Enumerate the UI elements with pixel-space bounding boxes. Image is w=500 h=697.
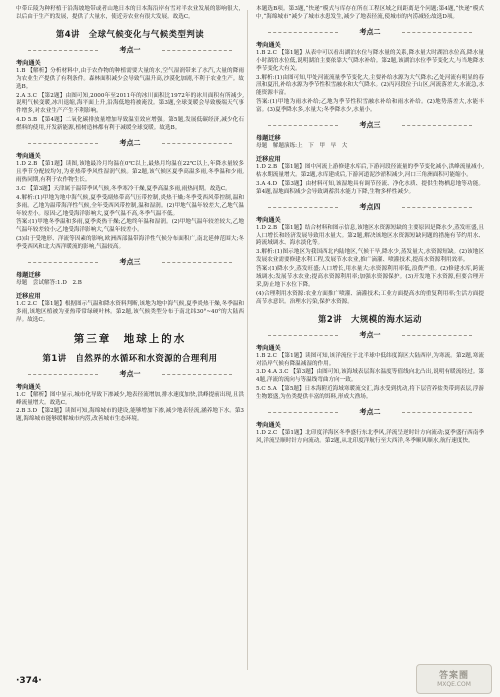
answer-paragraph: 5.C 5.A 【第5题】日本海附近海域寒暖流交汇,海水受到扰动,将下层营养盐类带到表层,浮游生物繁盛,为鱼类提供丰富的饵料,形成大渔场。 — [256, 386, 484, 401]
answer-paragraph: 1.D 2.B 【第1题】读图,该地最冷月均温在0℃以上,最热月均温在22℃以上,年降水量较多且季节分配较均匀,为亚热带季风性湿润气候。第2题,该气候区夏季高温多雨,冬季温和少雨,雨热同期,有利于农作物生长。 — [16, 161, 244, 183]
section-heading: 考点三 — [256, 120, 484, 130]
sub-heading: 考向通关 — [16, 383, 41, 391]
section-heading: 考点四 — [256, 202, 484, 212]
left-column — [16, 6, 244, 425]
watermark-logo — [416, 664, 492, 694]
lesson-title: 第1讲 自然界的水循环和水资源的合理利用 — [42, 352, 218, 363]
sub-heading: 母题迁移 — [256, 135, 281, 143]
answer-paragraph: 1.B 【解析】分析材料中,由于农作物的种植需要大量的水,空气湿润带来了水汽,大量的降雨为农业生产提供了有利条件。森林面积减少会导致气温升高,沙漠化加剧,不利于农业生产。故选B。 — [16, 67, 244, 90]
answer-paragraph: 4.D 5.B 【第4题】二氧化碳排放量增加导致温室效应增强。第5题,发展低碳经济,减少化石燃料的使用,开发新能源,植树造林都有利于减缓全球变暖。故选B。 — [16, 117, 244, 132]
answer-paragraph: 1.D 2.B 【第1题】图中河流上游修建水库后,下游河段径流量的季节变化减小,洪峰流量减小,枯水期流量增大。第2题,水库建成后,下游河道泥沙淤积减少,河口三角洲面积可能缩小。 — [256, 163, 484, 178]
answer-paragraph: 答案:(1)甲地为雨水补给;乙地为季节性积雪融水补给和雨水补给。(2)地势落差大,水能丰富。(3)夏季降水多,水量大;冬季降水少,水量小。 — [256, 99, 484, 114]
sub-heading: 考向通关 — [256, 216, 281, 224]
sub-heading: 考向通关 — [256, 422, 281, 430]
answer-paragraph: 1.D 2.B 【第1题】结合材料和图示信息,该地区水资源短缺的主要原因是降水少,蒸发旺盛,且人口增长和经济发展导致用水量大。第2题,解决该地区水资源短缺问题的措施有节约用水、跨流域调水、海水淡化等。 — [256, 224, 484, 247]
column-divider — [247, 10, 248, 670]
lesson-title: 第2讲 大规模的海水运动 — [318, 313, 422, 324]
section-heading: 考点二 — [16, 138, 244, 148]
sub-heading: 考向通关 — [256, 344, 281, 352]
answer-paragraph: 3.C 【第3题】天津属于温带季风气候,冬季寒冷干燥,夏季高温多雨,雨热同期。故选C。 — [16, 185, 231, 192]
answer-paragraph: 4.解析:(1)甲地为地中海气候,夏季受副热带高气压带控制,炎热干燥;冬季受西风带控制,温和多雨。乙地为温带海洋性气候,全年受西风带控制,温和湿润。(2)甲地气温年较差大,乙地气温年较差小。原因:乙地受海洋影响大,夏季气温不高,冬季气温不低。 — [16, 194, 244, 217]
lesson-title: 第4讲 全球气候变化与气候类型判读 — [55, 28, 205, 39]
page-number: ·374· — [16, 676, 42, 686]
section-heading: 考点一 — [256, 330, 484, 340]
answer-paragraph: (4)合理利用水资源:农业方面推广喷灌、滴灌技术;工业方面提高水的重复利用率;生活方面提高节水意识。治理水污染,保护水资源。 — [256, 290, 484, 305]
sub-heading: 考向通关 — [16, 153, 41, 161]
answer-paragraph: 2.B 3.D 【第2题】读图可知,海绵城市的建设,能够增加下渗,减少地表径流,涵养地下水。第3题,海绵城市能够缓解城市内涝,改善城市生态环境。 — [16, 408, 244, 423]
answer-paragraph: 3.解析:(1)由图可知,甲处河流流量季节变化大,主要补给水源为大气降水;乙处河流有明显的春汛和夏汛,补给水源为季节性积雪融水和大气降水。(2)丙河段位于山区,河流落差大,水流急,水能资源丰富。 — [256, 74, 484, 97]
watermark-text: 答案圈 — [438, 671, 469, 681]
answer-paragraph: 2.A 3.C 【第2题】由图可知,2000年至2011年的冰川面积比1972年的冰川面积有所减少,说明气候变暖,冰川退缩,海平面上升,沿海低地将被淹没。第3题,全球变暖会导致极端天气事件增多,对农业生产产生不利影响。 — [16, 92, 244, 115]
chapter-title: 第三章 地球上的水 — [73, 332, 187, 345]
sub-heading: 母题迁移 — [16, 272, 41, 280]
answer-paragraph: 3.解析:(1)图示地区为我国西北内陆地区,气候干旱,降水少,蒸发量大,水资源短缺。(2)该地区发展农业需要修建水利工程,发展节水农业,推广滴灌、喷灌技术,提高水资源利用效率。 — [256, 249, 484, 264]
sub-heading: 迁移应用 — [256, 155, 281, 163]
sub-heading: 迁移应用 — [16, 292, 41, 300]
section-heading: 考点二 — [256, 27, 484, 37]
answer-paragraph: 答案:(1)降水少,蒸发旺盛;人口增长,用水量大;水资源利用率低,浪费严重。(2)修建水库,跨流域调水;发展节水农业;提高水资源利用率;加强水资源保护。(3)开发地下水资源,但要合理开采,防止地下水位下降。 — [256, 266, 484, 288]
answer-paragraph: 1.C 2.C 【第1题】根据图示气温和降水资料判断,该地为地中海气候,夏季炎热干燥,冬季温和多雨,该地区植被为亚热带常绿硬叶林。第2题,该气候类型分布于南北纬30°~40°的大陆西岸。故选C。 — [16, 300, 244, 323]
answer-paragraph: 1.B 2.C 【第1题】从表中可以看出湖泊水位与降水量的关系,降水量大时湖泊水位高,降水量小时湖泊水位低,说明湖泊主要依靠大气降水补给。第2题,该湖泊水位季节变化大,与当地降水季节变化大有关。 — [256, 49, 484, 72]
answer-paragraph: 3.A 4.D 【第3题】由材料可知,该湿地具有调节径流、净化水质、提供生物栖息地等功能。第4题,湿地面积减少会导致调蓄洪水能力下降,生物多样性减少。 — [256, 180, 484, 195]
section-heading: 考点一 — [16, 45, 244, 55]
sub-heading: 考向通关 — [256, 41, 281, 49]
section-heading: 考点三 — [16, 257, 244, 267]
answer-paragraph: 母题 解题演练:上 下 甲 早 大 — [256, 143, 348, 150]
answer-paragraph: 1.C 【解析】图中显示,城市化导致下渗减少,地表径流增加,排水速度加快,洪峰提前出现,且洪峰流量增大。故选C。 — [16, 391, 244, 406]
answer-paragraph: 1.B 2.C 【第1题】读图可知,该洋流位于北半球中低纬度海区大陆西岸,为寒流。第2题,寒流对沿岸气候有降温减湿的作用。 — [256, 352, 484, 367]
answer-paragraph: 答案:(1)甲地冬季温和多雨,夏季炎热干燥;乙地终年温和湿润。(2)甲地气温年较差较大,乙地气温年较差较小;乙地受海洋影响大,气温年较差小。 — [16, 219, 244, 234]
section-heading: 考点二 — [256, 407, 484, 417]
answer-paragraph: (3)由于受地形、洋流等因素的影响,欧洲西部温带海洋性气候分布面积广,南北延伸范围大;冬季受西风和北大西洋暖流的影响,气温较高。 — [16, 236, 244, 251]
right-column — [256, 6, 484, 447]
sub-heading: 考向通关 — [16, 59, 41, 67]
answer-paragraph: 3.D 4.A 3.C 【第3题】由图可知,该海域表层海水温度等值线向北凸出,说明有暖流经过。第4题,洋流的流向与等温线弯曲方向一致。 — [256, 369, 484, 384]
intro-text: 本题选B项。第3题,“快递”模式与库存在所在工程区域之间距离是个问题;第4题,“快递”模式中,“海绵城市”减少了城市水患发生,减少了地表径流,使城市的内涝减轻;故选D项。 — [256, 6, 484, 20]
watermark-url: MXQE.COM — [437, 681, 471, 688]
intro-text: 中带丘陵为种籽植于沿海坡地带或者山地日本的日本海沿岸有雪对半农业发展的影响很大，以后由于生产的发展，提供了大量水，使近旁农业有很大发展。故选C。 — [16, 6, 244, 20]
answer-paragraph: 母题 尝试解答:1.D 2.B — [16, 280, 82, 287]
answer-paragraph: 1.D 2.C 【第1题】北印度洋海区冬季盛行东北季风,洋流呈逆时针方向流动;夏季盛行西南季风,洋流呈顺时针方向流动。第2题,从北印度洋航行至大西洋,冬季顺风顺水,航行速度快。 — [256, 430, 484, 444]
section-heading: 考点一 — [16, 369, 244, 379]
